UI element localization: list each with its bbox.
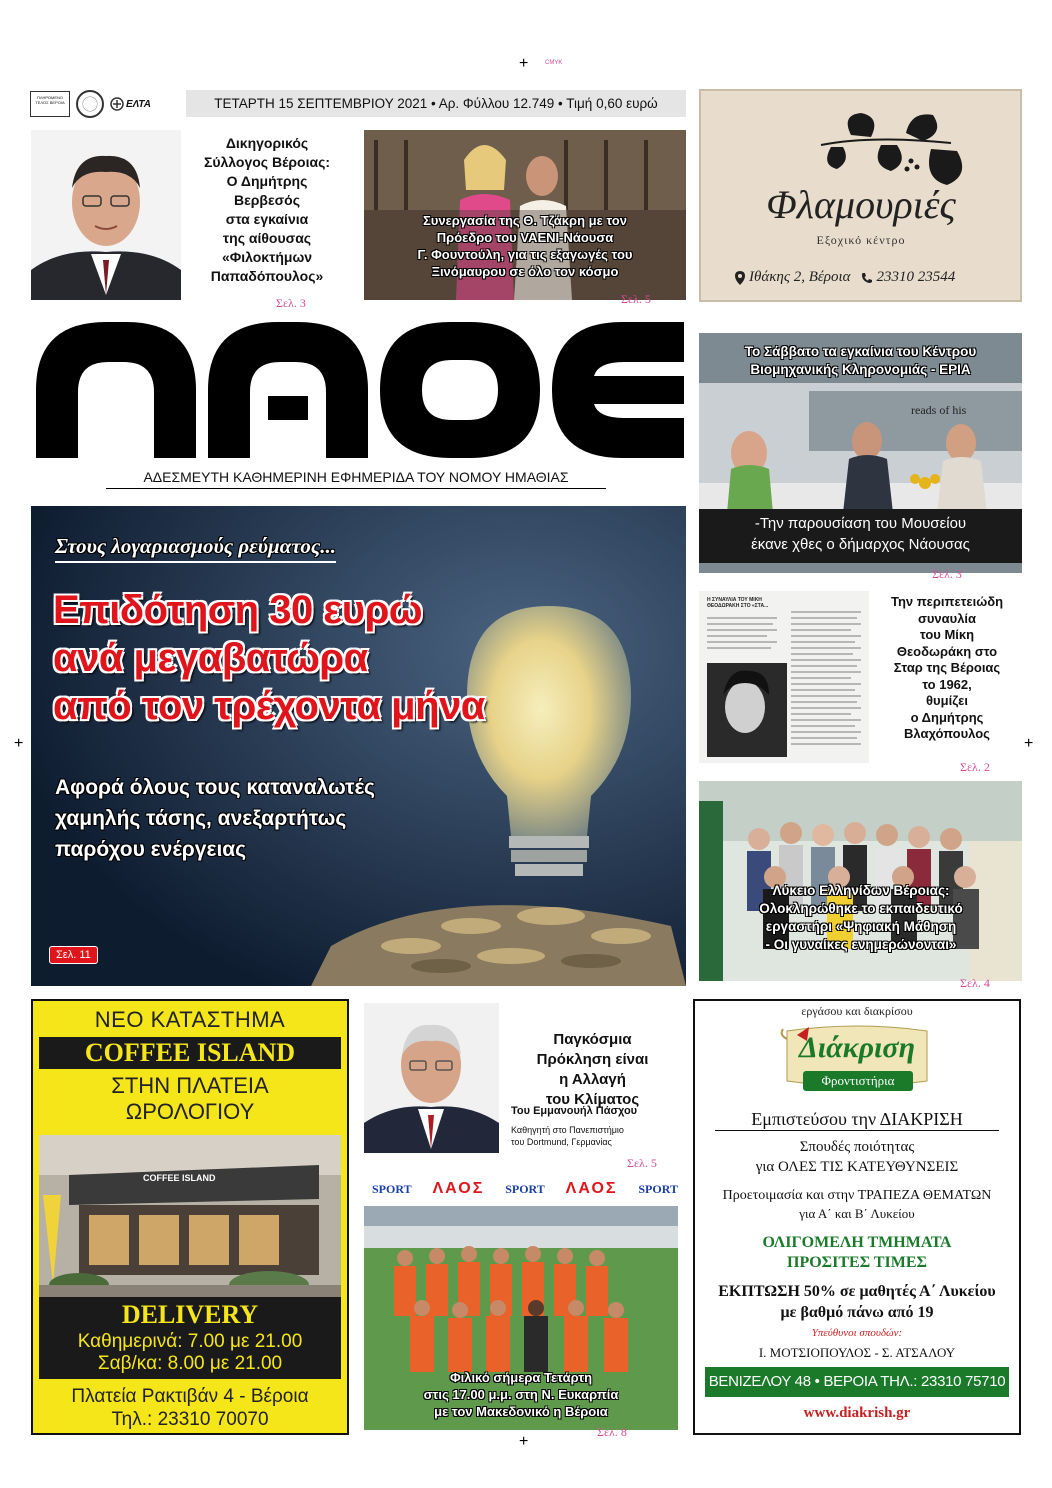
headline-line: θυμίζει [926, 693, 968, 708]
caption-line: με τον Μακεδονικό η Βέροια [434, 1404, 608, 1419]
prep-line: για Α΄ και Β΄ Λυκείου [799, 1206, 915, 1221]
headline-line: στα εγκαίνια [225, 211, 309, 227]
headline-line: συναυλία [917, 610, 977, 626]
page-ref[interactable]: Σελ. 4 [960, 976, 990, 990]
lead-headline [53, 586, 485, 730]
wine-caption [372, 212, 678, 280]
headline-line: το 1962, [922, 676, 972, 692]
flamouries-contact [735, 269, 995, 286]
coffee-line-1: ΝΕΟ ΚΑΤΑΣΤΗΜΑ [94, 1007, 286, 1032]
headline-line: Παπαδόπουλος» [210, 268, 324, 284]
sub-line: χαμηλής τάσης, ανεξαρτήτως [55, 807, 347, 830]
eria-story [699, 333, 1022, 573]
author-title-line: του Dortmund, Γερμανίας [511, 1137, 612, 1147]
sub-line: Αφορά όλους τους καταναλωτές [55, 776, 375, 799]
coffee-island-ad[interactable] [31, 999, 349, 1435]
delivery-label: DELIVERY [121, 1300, 259, 1329]
page-ref[interactable]: Σελ. 5 [621, 292, 651, 306]
headline-line: ανά μεγαβατώρα [53, 636, 368, 680]
headline-line: η Αλλαγή [559, 1071, 626, 1088]
postal-fee-logo: ΠΛΗΡΩΜΕΝΟ ΤΕΛΟΣ ΒΕΡΟΙΑ [30, 91, 70, 117]
diakrisi-groups [695, 1233, 1019, 1273]
elta-icon [110, 97, 124, 111]
sub-line: παρόχου ενέργειας [55, 838, 247, 861]
headline-line: από τον τρέχοντα μήνα [53, 684, 485, 728]
headline-line: Παγκόσμια [553, 1031, 632, 1048]
headline-line: του Κλίματος [545, 1091, 640, 1108]
elta-text: ΕΛΤΑ [126, 98, 152, 110]
lead-kicker: Στους λογαριασμούς ρεύματος... [55, 534, 336, 563]
headline-line: Επιδότηση 30 ευρώ [53, 588, 423, 632]
coffee-hours [39, 1331, 341, 1375]
caption-line: έκανε χθες ο δήμαρχος Νάουσας [751, 536, 970, 553]
store-sign: COFFEE ISLAND [143, 1173, 216, 1183]
flamouries-subtitle: Εξοχικό κέντρο [816, 233, 906, 247]
caption-line: Ολοκληρώθηκε το εκπαιδευτικό [759, 901, 963, 916]
discount-line: ΕΚΠΤΩΣΗ 50% σε μαθητές Α΄ Λυκείου [718, 1283, 996, 1300]
coffee-brand: COFFEE ISLAND [39, 1037, 341, 1069]
diakrisi-address-bar: ΒΕΝΙΖΕΛΟΥ 48 • ΒΕΡΟΙΑ ΤΗΛ.: 23310 75710 [705, 1367, 1009, 1397]
caption-line: - Οι γυναίκες ενημερώνονται» [765, 937, 957, 952]
diakrisi-brand-sub: Φροντιστήρια [803, 1071, 913, 1091]
page-ref[interactable]: Σελ. 3 [276, 296, 306, 310]
coffee-line-3: ΣΤΗΝ ΠΛΑΤΕΙΑ [111, 1073, 269, 1098]
sport-label: SPORT [372, 1181, 412, 1196]
lead-subheadline [55, 772, 375, 865]
diakrisi-website[interactable]: www.diakrish.gr [803, 1405, 911, 1421]
cmyk-label: CMYK [545, 60, 563, 66]
lightbulb-coins-photo [31, 506, 686, 986]
headline-line: Βλαχόπουλος [904, 726, 990, 741]
headline-line: του Μίκη [919, 627, 975, 642]
headline-line: Θεοδωράκη στο [896, 643, 998, 659]
date-line: ΤΕΤΑΡΤΗ 15 ΣΕΠΤΕΜΒΡΙΟΥ 2021 • Αρ. Φύλλου 12.749 • Τιμή 0,60 ευρώ [186, 90, 686, 117]
quality-line: για ΟΛΕΣ ΤΙΣ ΚΑΤΕΥΘΥΝΣΕΙΣ [755, 1159, 959, 1175]
diakrisi-responsible-names: Ι. ΜΟΤΣΙΟΠΟΥΛΟΣ - Σ. ΑΤΣΑΛΟΥ [758, 1345, 956, 1360]
diakrisi-responsible-label: Υπεύθυνοι σπουδών: [811, 1327, 903, 1339]
flamouries-name: Φλαμουριές [766, 182, 956, 227]
book-heading: Η ΣΥΝΑΥΛΙΑ ΤΟΥ ΜΙΚΗ ΘΕΟΔΩΡΑΚΗ ΣΤΟ «ΣΤΑ... [707, 597, 769, 609]
eria-headline [699, 343, 1022, 379]
hours-weekday: Καθημερινά: 7.00 με 21.00 [77, 1331, 303, 1352]
newspaper-logo [36, 318, 684, 462]
sport-logo: ΛΑΟΣ [565, 1180, 618, 1197]
eria-photo-sign: reads of his [911, 403, 967, 417]
climate-headline [510, 1030, 675, 1110]
headline-line: Την περιπετειώδη [890, 594, 1004, 609]
caption-line: Γ. Φουντούλη, για τις εξαγωγές του [417, 247, 633, 262]
prep-line: Προετοιμασία και στην ΤΡΑΠΕΖΑ ΘΕΜΑΤΩΝ [722, 1188, 992, 1203]
groups-line: ΠΡΟΣΙΤΕΣ ΤΙΜΕΣ [787, 1254, 927, 1271]
tagline: ΑΔΕΣΜΕΥΤΗ ΚΑΘΗΜΕΡΙΝΗ ΕΦΗΜΕΡΙΔΑ ΤΟΥ ΝΟΜΟΥ ΗΜΑΘΙΑΣ [106, 469, 606, 489]
groups-line: ΟΛΙΓΟΜΕΛΗ ΤΜΗΜΑΤΑ [762, 1234, 952, 1251]
climate-byline: Του Εμμανουήλ Πάσχου [511, 1105, 638, 1117]
sport-logo: ΛΑΟΣ [432, 1180, 485, 1197]
vervesos-photo [31, 130, 181, 300]
lykeio-caption [700, 882, 1022, 954]
hours-weekend: Σαβ/κα: 8.00 με 21.00 [97, 1353, 283, 1374]
page-ref[interactable]: Σελ. 2 [960, 760, 990, 774]
caption-line: Λύκειο Ελληνίδων Βέροιας: [772, 883, 950, 898]
diakrisi-brand: Διάκριση [798, 1031, 916, 1064]
lead-story [31, 506, 686, 986]
coffee-contact [33, 1385, 347, 1431]
caption-line: στις 17.00 μ.μ. στη Ν. Ευκαρπία [423, 1387, 619, 1402]
location-pin-icon [735, 271, 745, 285]
caption-line: -Την παρουσίαση του Μουσείου [754, 515, 967, 532]
caption-line: Πρόεδρο του VAENI-Νάουσα [436, 230, 614, 245]
paschos-photo [364, 1003, 499, 1153]
caption-line: Συνεργασία της Θ. Τζάκρη με τον [423, 213, 627, 228]
page-ref[interactable]: Σελ. 3 [932, 567, 962, 581]
diakrisi-prep [695, 1187, 1019, 1223]
coffee-phone: Τηλ.: 23310 70070 [111, 1409, 269, 1430]
caption-line: Φιλικό σήμερα Τετάρτη [449, 1370, 593, 1385]
headline-line: «Φιλοκτήμων [221, 249, 313, 265]
storefront-photo [39, 1135, 341, 1297]
lawyers-headline [186, 134, 348, 286]
caption-line: Ξινόμαυρου σε όλο τον κόσμο [431, 264, 619, 279]
postal-logos [30, 89, 182, 119]
sport-label: SPORT [638, 1181, 678, 1196]
diakrisi-trust: Εμπιστεύσου την ΔΙΑΚΡΙΣΗ [715, 1109, 999, 1131]
headline-line: Βιομηχανικής Κληρονομιάς - ΕΡΙΑ [750, 362, 971, 377]
page-ref[interactable]: Σελ. 8 [597, 1425, 627, 1439]
headline-line: Σταρ της Βέροιας [893, 660, 1001, 675]
theodorakis-photo [699, 591, 869, 763]
phone-icon [861, 272, 873, 284]
sport-band [372, 1178, 678, 1200]
flamouries-ad[interactable] [699, 89, 1022, 302]
diakrisi-quality [695, 1137, 1019, 1177]
discount-line: με βαθμό πάνω από 19 [780, 1304, 934, 1321]
page-ref-badge[interactable]: Σελ. 11 [49, 946, 98, 964]
flamouries-address: Ιθάκης 2, Βέροια [749, 269, 851, 285]
headline-line: Σύλλογος Βέροιας: [203, 154, 331, 170]
author-title-line: Καθηγητή στο Πανεπιστήμιο [511, 1125, 624, 1135]
registration-mark-left: + [14, 735, 24, 752]
page-ref[interactable]: Σελ. 5 [627, 1156, 657, 1170]
flamouries-phone: 23310 23544 [876, 269, 956, 285]
caption-line: εργαστήρι «Ψηφιακή Μάθηση [765, 919, 957, 934]
headline-line: Βερβεσός [233, 192, 300, 208]
eria-caption [699, 513, 1022, 555]
postal-seal-icon [76, 90, 104, 118]
headline-line: Το Σάββατο τα εγκαίνια του Κέντρου [744, 344, 977, 359]
coffee-address: Πλατεία Ρακτιβάν 4 - Βέροια [71, 1386, 309, 1407]
coffee-line-4: ΩΡΟΛΟΓΙΟΥ [125, 1099, 255, 1124]
headline-line: Ο Δημήτρης [226, 173, 308, 189]
elta-logo [110, 97, 151, 111]
theodorakis-headline [866, 594, 1028, 743]
climate-author-title [511, 1124, 624, 1148]
headline-line: Πρόκληση είναι [536, 1051, 649, 1068]
laos-logo-icon [36, 318, 684, 462]
sport-label: SPORT [505, 1181, 545, 1196]
headline-line: ο Δημήτρης [910, 709, 984, 725]
registration-mark-right: + [1024, 735, 1034, 752]
sport-caption [366, 1369, 676, 1420]
headline-line: Δικηγορικός [225, 135, 309, 151]
quality-line: Σπουδές ποιότητας [799, 1139, 915, 1155]
registration-mark-top: + [519, 55, 529, 72]
diakrisi-top-line: εργάσου και διακρίσου [801, 1004, 913, 1018]
diakrisi-ad[interactable] [693, 999, 1021, 1435]
headline-line: της αίθουσας [222, 230, 312, 246]
registration-mark-bottom: + [519, 1433, 529, 1450]
diakrisi-discount [695, 1281, 1019, 1323]
